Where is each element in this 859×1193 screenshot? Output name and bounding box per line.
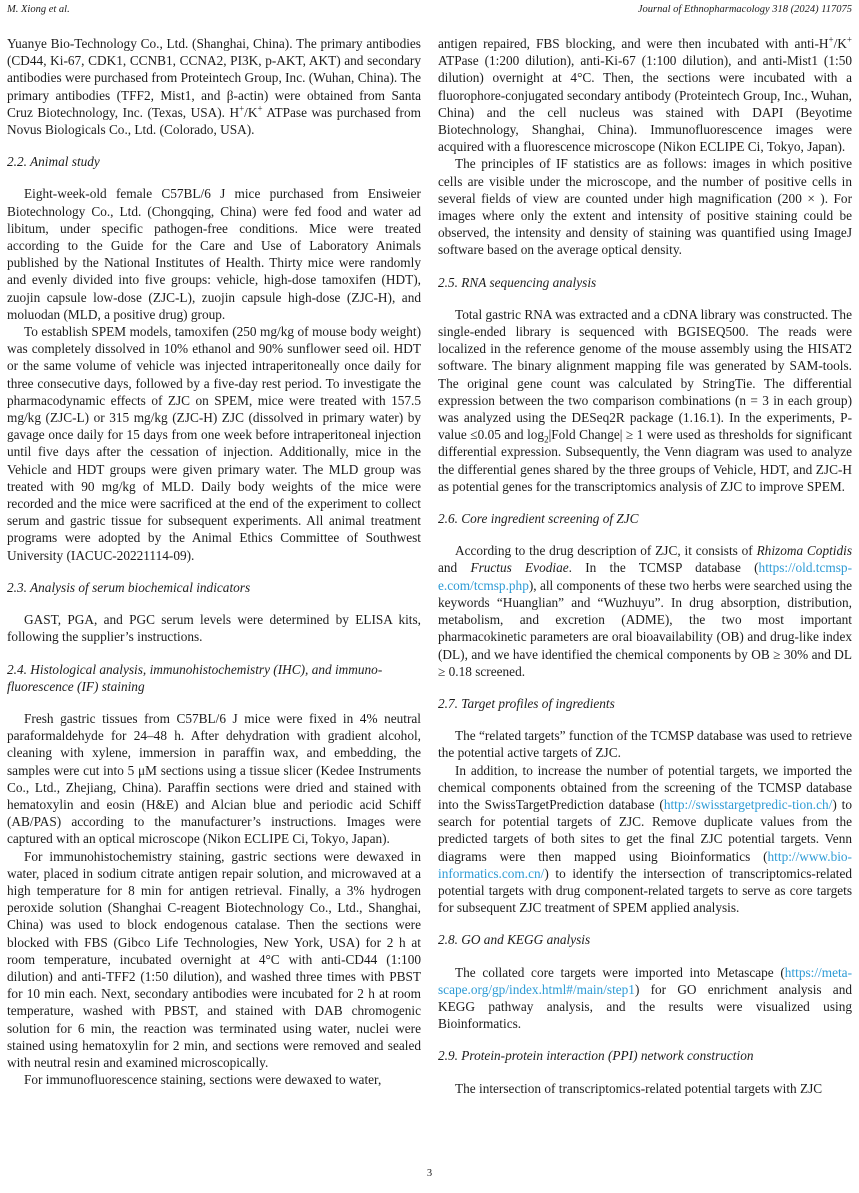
paragraph xyxy=(7,323,421,564)
article-body xyxy=(7,35,852,1193)
paragraph xyxy=(438,727,852,761)
text-run: The intersection of transcriptomics-related potential targets with ZJC xyxy=(455,1080,823,1096)
text-run: Yuanye Bio-Technology Co., Ltd. (Shanghai, China). The primary antibodies (CD44, Ki-67, CDK1, CCNB1, CCNA2, PI3K, p-AKT, AKT) and secondary antibodies were purchased from Proteintech Group, Inc. (Wuhan, China). The primary antibodies (TFF2, Mist1, and β-actin) were obtained from Santa Cruz Biotechnology, Inc. (Texas, USA). H xyxy=(7,36,421,120)
text-run: For immunohistochemistry staining, gastric sections were dewaxed in water, placed in sodium citrate antigen repair solution, and microwaved at a high temperature for 8 min for antigen retrieval. Finally, a 3% hydrogen peroxide solution (Shanghai C-reagent Biotechnology Co., Ltd., Shanghai, China) was used to block endogenous catalase. Then the sections were blocked with FBS (Gibco Life Technologies, New York, USA) for 2 h at room temperature, incubated overnight at 4°C with anti-CD44 (1:100 dilution) and anti-TFF2 (1:50 dilution), and washed three times with PBST for 10 min each. Next, secondary antibodies were incubated for 2 h at room temperature, washed with PBST, and stained with DAB chromogenic solution for 6 min, the reaction was terminated using water, nuclei were stained using hematoxylin for 2 min, and sections were removed and sealed with neutral resin and examined microscopically. xyxy=(7,848,421,1070)
subscript-text: 2 xyxy=(544,434,549,445)
italic-text: Rhizoma Coptidis xyxy=(756,543,852,559)
section-heading: 2.2. Animal study xyxy=(7,154,100,170)
paragraph xyxy=(438,542,852,680)
text-run: antigen repaired, FBS blocking, and were then incubated with anti-H xyxy=(438,36,829,51)
paragraph xyxy=(7,1071,421,1088)
text-run: Eight-week-old female C57BL/6 J mice purchased from Ensiweier Biotechnology Co., Ltd. (Chongqing, China) were fed food and water ad libitum, under specific pathogen-free conditions. Mice were treated according to the Guide for the Care and Use of Laboratory Animals published by the National Institutes of Health. Thirty mice were randomly and evenly divided into five groups: vehicle, high-dose tamoxifen (HDT), zuojin capsule low-dose (ZJC-L), zuojin capsule high-dose (ZJC-H), and moluodan (MLD, a positive drug) group. xyxy=(7,186,421,322)
text-run: In addition, to increase the number of potential targets, we imported the chemical components obtained from the screening of the TCMSP database into the SwissTargetPrediction database ( xyxy=(438,762,852,812)
text-run: Total gastric RNA was extracted and a cDNA library was constructed. The single-ended library is sequenced with BGISEQ500. The reads were localized in the reference genome of the mouse assembly using the HISAT2 software. The binary alignment mapping file was generated by SAM-tools. The original gene count was calculated by StringTie. The differential expression between the two comparison combinations (n = 3 in each group) was analyzed using the DESeq2R package (1.16.1). In the experiments, P-value ≤0.05 and log xyxy=(438,306,852,443)
text-run: The collated core targets were imported into Metascape ( xyxy=(455,964,785,980)
running-head xyxy=(7,4,852,16)
section-heading: 2.3. Analysis of serum biochemical indicators xyxy=(7,579,251,595)
text-run: ) to search for potential targets of ZJC. Remove duplicate values from the predicted targets of both sites to get the final ZJC potential targets. Venn diagrams were then mapped using Bioinformatics ( xyxy=(438,796,852,864)
paragraph xyxy=(438,1080,852,1097)
text-run: The “related targets” function of the TCMSP database was used to retrieve the potential active targets of ZJC. xyxy=(438,728,852,761)
text-run: /K xyxy=(244,104,258,120)
text-run: GAST, PGA, and PGC serum levels were determined by ELISA kits, following the supplier’s instructions. xyxy=(7,612,421,645)
text-run: The principles of IF statistics are as follows: images in which positive cells are visible under the microscope, and the number of positive cells in several fields of view are counted under high magnification (200 × ). For images where only the extent and intensity of positive staining could be observed, the intensity and density of staining was quantified using ImageJ software based on the average optical density. xyxy=(438,156,852,258)
paragraph xyxy=(438,964,852,1033)
text-run: For immunofluorescence staining, sections were dewaxed to water, xyxy=(24,1072,382,1088)
text-run: ) for GO enrichment analysis and KEGG pathway analysis, and the results were visualized using Bioinformatics. xyxy=(438,981,852,1032)
text-run: /K xyxy=(833,36,847,51)
section-heading: 2.4. Histological analysis, immunohistochemistry (IHC), and immuno-fluorescence (IF) staining xyxy=(7,661,383,694)
paragraph xyxy=(7,611,421,645)
superscript-text: + xyxy=(257,103,263,114)
paragraph xyxy=(438,762,852,917)
hyperlink[interactable]: https://old.tcmsp-e.com/tcmsp.php xyxy=(438,560,852,593)
hyperlink[interactable]: http://www.bio-informatics.com.cn/ xyxy=(438,848,852,881)
italic-text: Fructus Evodiae xyxy=(470,560,569,576)
right-column xyxy=(438,35,852,1193)
text-run: According to the drug description of ZJC, it consists of xyxy=(455,543,757,559)
superscript-text: + xyxy=(828,35,834,45)
section-heading: 2.5. RNA sequencing analysis xyxy=(438,274,597,290)
text-run: |Fold Change| ≥ 1 were used as thresholds for significant differential expression. Subsequently, the Venn diagram was used to analyze the differential genes shared by the three groups of Vehicle, HDT, and ZJC-H as potential genes for the transcriptomics analysis of ZJC to improve SPEM. xyxy=(438,427,852,494)
text-run: ATPase was purchased from Novus Biologicals Co., Ltd. (Colorado, USA). xyxy=(7,104,421,138)
section-heading: 2.7. Target profiles of ingredients xyxy=(438,695,615,711)
text-run: Fresh gastric tissues from C57BL/6 J mice were fixed in 4% neutral paraformaldehyde for 24–48 h. After dehydration with gradient alcohol, cleaning with xylene, immersion in paraffin wax, and embedding, the samples were cut into 5 μM sections using a tissue slicer (Kedee Instruments Co., Ltd., Zhejiang, China). Paraffin sections were dried and stained with hematoxylin and eosin (H&E) and Alcian blue and periodic acid Schiff (AB/PAS) according to the manufacturer’s instructions. Images were captured with an optical microscope (Nikon ECLIPE Ci, Tokyo, Japan). xyxy=(7,710,421,847)
text-run: ) to identify the intersection of transcriptomics-related potential targets with drug component-related targets to serve as core targets for subsequent ZJC treatment of SPEM applied analysis. xyxy=(438,865,852,916)
paragraph xyxy=(438,155,852,258)
paragraph xyxy=(7,710,421,848)
running-head-authors: M. Xiong et al. xyxy=(7,4,70,15)
section-heading: 2.8. GO and KEGG analysis xyxy=(438,932,591,948)
paragraph xyxy=(7,185,421,323)
superscript-text: + xyxy=(239,103,245,114)
paragraph xyxy=(438,35,852,155)
text-run: ), all components of these two herbs were searched using the keywords “Huanglian” and “Wuzhuyu”. In drug absorption, distribution, metabolism, and excretion (ADME), the two most important pharmacokinetic parameters are oral bioavailability (OB) and drug-like index (DL), and we have identified the chemical components by OB ≥ 30% and DL ≥ 0.18 screened. xyxy=(438,577,852,679)
hyperlink[interactable]: http://swisstargetpredic-tion.ch/ xyxy=(663,796,833,812)
text-run: ATPase (1:200 dilution), anti-Ki-67 (1:100 dilution), and anti-Mist1 (1:50 dilution) overnight at 4°C. Then, the sections were incubated with a fluorophore-conjugated secondary antibody (Proteintech Group, Inc., Wuhan, China) and the cell nucleus was stained with DAPI (Beyotime Biotechnology, Shanghai, China). Immunofluorescence images were acquired with a fluorescence microscope (Nikon ECLIPE Ci, Tokyo, Japan). xyxy=(438,53,852,155)
paragraph xyxy=(7,35,421,138)
text-run: . In the TCMSP database ( xyxy=(568,560,759,576)
page-number: 3 xyxy=(426,1168,433,1179)
left-column xyxy=(7,35,421,1193)
running-head-journal: Journal of Ethnopharmacology 318 (2024) 117075 xyxy=(637,4,852,15)
text-run: and xyxy=(438,560,471,576)
section-heading: 2.9. Protein-protein interaction (PPI) network construction xyxy=(438,1048,754,1064)
page-footer xyxy=(0,1168,859,1179)
section-heading: 2.6. Core ingredient screening of ZJC xyxy=(438,511,639,527)
paragraph xyxy=(7,848,421,1072)
paragraph xyxy=(438,306,852,495)
text-run: To establish SPEM models, tamoxifen (250 mg/kg of mouse body weight) was completely dissolved in 10% ethanol and 90% sunflower seed oil. HDT or the same volume of vehicle was injected intraperitoneally once daily for three consecutive days, followed by a five-day rest period. To investigate the pharmacodynamic effects of ZJC on SPEM, mice were treated with 157.5 mg/kg (ZJC-L) or 315 mg/kg (ZJC-H) ZJC (dissolved in primary water) by gavage once daily for 15 days from one week before intraperitoneal injection until five days after the cessation of injection. Additionally, mice in the Vehicle and HDT groups were given primary water. The MLD group was treated with 90 mg/kg of MLD. Daily body weights of the mice were recorded and the mice were sacrificed at the end of the experiment to collect serum and gastric tissue for subsequent experiments. All animal treatment programs were adopted by the Animal Ethics Committee of Southwest University (IACUC-20221114-09). xyxy=(7,324,421,563)
hyperlink[interactable]: https://meta-scape.org/gp/index.html#/main/step1 xyxy=(438,964,852,997)
superscript-text: + xyxy=(846,35,852,45)
